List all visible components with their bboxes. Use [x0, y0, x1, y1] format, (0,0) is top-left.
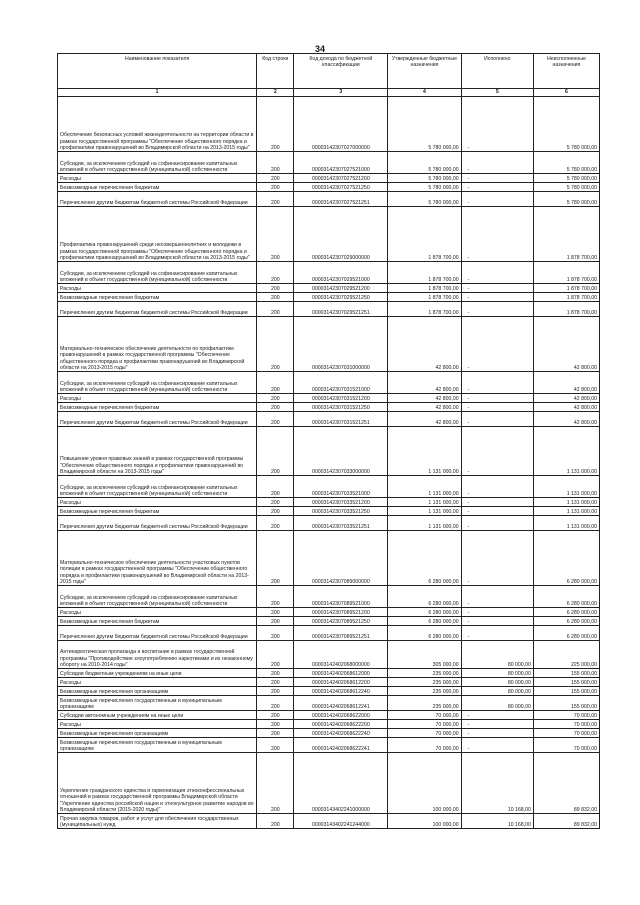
row-executed-amount: -	[461, 174, 533, 183]
column-number: 1	[58, 89, 257, 97]
row-remaining-amount: 1 878 700,00	[533, 302, 599, 317]
row-income-code: 00003142307089000000	[294, 531, 388, 586]
row-income-code: 00003142307089521000	[294, 586, 388, 608]
column-number: 6	[533, 89, 599, 97]
row-line-code: 200	[257, 641, 294, 669]
row-remaining-amount: 1 131 000,00	[533, 498, 599, 507]
table-row	[58, 678, 600, 687]
row-indicator-name: Расходы	[58, 608, 257, 617]
row-line-code: 200	[257, 720, 294, 729]
row-approved-amount: 235 000,00	[388, 696, 461, 711]
row-remaining-amount: 5 780 000,00	[533, 97, 599, 152]
header-executed: Исполнено	[461, 54, 533, 89]
row-approved-amount: 70 000,00	[388, 729, 461, 738]
row-indicator-name: Безвозмездные перечисления бюджетам	[58, 617, 257, 626]
row-line-code: 200	[257, 412, 294, 427]
row-income-code: 00003142402068622241	[294, 738, 388, 753]
row-line-code: 200	[257, 729, 294, 738]
row-remaining-amount: 5 780 000,00	[533, 192, 599, 207]
row-line-code: 200	[257, 372, 294, 394]
row-indicator-name: Расходы	[58, 394, 257, 403]
table-row	[58, 97, 600, 152]
table-row	[58, 412, 600, 427]
column-number: 5	[461, 89, 533, 97]
row-executed-amount: -	[461, 394, 533, 403]
row-indicator-name: Обеспечение безопасных условий жизнедеятельности на территории области в рамках государственной программы "Обеспечение общественного порядка и профилактики правонарушений во Владимирской области на 2013-2015 годы"	[58, 97, 257, 152]
page-number: 34	[314, 44, 325, 54]
row-executed-amount: -	[461, 516, 533, 531]
row-approved-amount: 42 800,00	[388, 394, 461, 403]
row-approved-amount: 1 131 000,00	[388, 516, 461, 531]
row-executed-amount: -	[461, 427, 533, 476]
table-row	[58, 608, 600, 617]
row-income-code: 00003143402241000000	[294, 753, 388, 814]
row-income-code: 00003142307029000000	[294, 207, 388, 262]
table-row	[58, 394, 600, 403]
row-line-code: 200	[257, 531, 294, 586]
row-income-code: 00003142307027521251	[294, 192, 388, 207]
row-indicator-name: Безвозмездные перечисления организациям	[58, 729, 257, 738]
column-number-row	[58, 89, 600, 97]
row-income-code: 00003142402068612240	[294, 687, 388, 696]
row-approved-amount: 6 280 000,00	[388, 608, 461, 617]
row-remaining-amount: 6 280 000,00	[533, 608, 599, 617]
table-row	[58, 152, 600, 174]
row-approved-amount: 5 780 000,00	[388, 97, 461, 152]
row-remaining-amount: 70 000,00	[533, 729, 599, 738]
row-approved-amount: 1 131 000,00	[388, 507, 461, 516]
table-row	[58, 641, 600, 669]
row-indicator-name: Прочая закупка товаров, работ и услуг для обеспечения государственных (муниципальных) нужд	[58, 814, 257, 829]
row-executed-amount: 80 000,00	[461, 669, 533, 678]
table-row	[58, 516, 600, 531]
row-executed-amount: -	[461, 97, 533, 152]
row-approved-amount: 5 780 000,00	[388, 152, 461, 174]
row-line-code: 200	[257, 586, 294, 608]
row-executed-amount: 80 000,00	[461, 641, 533, 669]
row-income-code: 00003142402068622240	[294, 729, 388, 738]
row-income-code: 00003142307027000000	[294, 97, 388, 152]
table-row	[58, 531, 600, 586]
row-line-code: 200	[257, 738, 294, 753]
row-indicator-name: Безвозмездные перечисления организациям	[58, 687, 257, 696]
row-remaining-amount: 155 000,00	[533, 687, 599, 696]
row-remaining-amount: 70 000,00	[533, 738, 599, 753]
row-indicator-name: Расходы	[58, 498, 257, 507]
row-line-code: 200	[257, 608, 294, 617]
table-row	[58, 174, 600, 183]
row-remaining-amount: 1 131 000,00	[533, 427, 599, 476]
row-remaining-amount: 5 780 000,00	[533, 183, 599, 192]
row-executed-amount: -	[461, 403, 533, 412]
row-approved-amount: 5 780 000,00	[388, 174, 461, 183]
row-line-code: 200	[257, 498, 294, 507]
row-income-code: 00003142402068612241	[294, 696, 388, 711]
row-executed-amount: -	[461, 608, 533, 617]
row-approved-amount: 1 131 000,00	[388, 498, 461, 507]
table-row	[58, 192, 600, 207]
table-row	[58, 617, 600, 626]
row-approved-amount: 100 000,00	[388, 753, 461, 814]
row-indicator-name: Субсидии автономным учреждениям на иные цели	[58, 711, 257, 720]
row-executed-amount: -	[461, 152, 533, 174]
row-executed-amount: -	[461, 711, 533, 720]
row-remaining-amount: 6 280 000,00	[533, 586, 599, 608]
row-executed-amount: -	[461, 372, 533, 394]
row-approved-amount: 305 000,00	[388, 641, 461, 669]
table-row	[58, 626, 600, 641]
row-income-code: 00003142307089521251	[294, 626, 388, 641]
row-approved-amount: 235 000,00	[388, 678, 461, 687]
row-income-code: 00003142307031521000	[294, 372, 388, 394]
row-line-code: 200	[257, 687, 294, 696]
row-income-code: 00003142307029521000	[294, 262, 388, 284]
row-indicator-name: Расходы	[58, 174, 257, 183]
row-indicator-name: Повышение уровня правовых знаний в рамках государственной программы "Обеспечение общественного порядка и профилактики правонарушений во Владимирской области на 2013-2015 годы"	[58, 427, 257, 476]
row-executed-amount: -	[461, 293, 533, 302]
row-line-code: 200	[257, 753, 294, 814]
row-line-code: 200	[257, 626, 294, 641]
row-indicator-name: Перечисления другим бюджетам бюджетной системы Российской Федерации	[58, 626, 257, 641]
row-indicator-name: Расходы	[58, 678, 257, 687]
row-line-code: 200	[257, 678, 294, 687]
table-row	[58, 293, 600, 302]
row-indicator-name: Антинаркотическая пропаганда и воспитание в рамках государственной программы "Противодействие злоупотреблению наркотиками и их незаконному обороту на 2010-2014 годы"	[58, 641, 257, 669]
row-remaining-amount: 70 000,00	[533, 711, 599, 720]
row-indicator-name: Расходы	[58, 720, 257, 729]
row-approved-amount: 235 000,00	[388, 669, 461, 678]
row-approved-amount: 5 780 000,00	[388, 192, 461, 207]
row-executed-amount: -	[461, 507, 533, 516]
row-income-code: 00003142307033521200	[294, 498, 388, 507]
row-approved-amount: 1 878 700,00	[388, 284, 461, 293]
row-indicator-name: Субсидии, за исключением субсидий на софинансирование капитальных вложений в объект государственной (муниципальной) собственности	[58, 152, 257, 174]
row-line-code: 200	[257, 394, 294, 403]
header-approved: Утвержденные бюджетные назначения	[388, 54, 461, 89]
row-executed-amount: -	[461, 302, 533, 317]
row-executed-amount: -	[461, 284, 533, 293]
row-executed-amount: -	[461, 498, 533, 507]
row-indicator-name: Безвозмездные перечисления бюджетам	[58, 507, 257, 516]
header-remaining: Неисполненные назначения	[533, 54, 599, 89]
row-line-code: 200	[257, 293, 294, 302]
header-line-code: Код строки	[257, 54, 294, 89]
row-remaining-amount: 155 000,00	[533, 669, 599, 678]
row-indicator-name: Перечисления другим бюджетам бюджетной системы Российской Федерации	[58, 516, 257, 531]
table-row	[58, 720, 600, 729]
table-row	[58, 207, 600, 262]
row-income-code: 00003142307031521251	[294, 412, 388, 427]
row-approved-amount: 42 800,00	[388, 372, 461, 394]
header-indicator-name: Наименование показателя	[58, 54, 257, 89]
row-indicator-name: Безвозмездные перечисления государственным и муниципальным организациям	[58, 696, 257, 711]
row-indicator-name: Перечисления другим бюджетам бюджетной системы Российской Федерации	[58, 412, 257, 427]
row-executed-amount: -	[461, 626, 533, 641]
row-remaining-amount: 6 280 000,00	[533, 531, 599, 586]
table-row	[58, 507, 600, 516]
table-row	[58, 262, 600, 284]
row-income-code: 00003142402068622200	[294, 720, 388, 729]
row-income-code: 00003143402241244000	[294, 814, 388, 829]
row-income-code: 00003142307027521200	[294, 174, 388, 183]
row-indicator-name: Субсидии, за исключением субсидий на софинансирование капитальных вложений в объект государственной (муниципальной) собственности	[58, 476, 257, 498]
row-approved-amount: 1 131 000,00	[388, 427, 461, 476]
table-row	[58, 284, 600, 293]
row-income-code: 00003142402068612200	[294, 678, 388, 687]
table-row	[58, 687, 600, 696]
row-indicator-name: Субсидии, за исключением субсидий на софинансирование капитальных вложений в объект государственной (муниципальной) собственности	[58, 586, 257, 608]
row-line-code: 200	[257, 317, 294, 372]
row-remaining-amount: 89 832,00	[533, 753, 599, 814]
table-header-row	[58, 54, 600, 89]
row-executed-amount: -	[461, 192, 533, 207]
row-executed-amount: -	[461, 317, 533, 372]
row-approved-amount: 70 000,00	[388, 738, 461, 753]
row-line-code: 200	[257, 617, 294, 626]
table-row	[58, 669, 600, 678]
row-income-code: 00003142307029521250	[294, 293, 388, 302]
row-line-code: 200	[257, 262, 294, 284]
table-row	[58, 498, 600, 507]
row-income-code: 00003142307029521200	[294, 284, 388, 293]
row-executed-amount: 80 000,00	[461, 687, 533, 696]
row-line-code: 200	[257, 516, 294, 531]
row-indicator-name: Профилактика правонарушений среди несовершеннолетних и молодежи в рамках государственной программы "Обеспечение общественного порядка и профилактики правонарушений во Владимирской области на 2013-2015 годы"	[58, 207, 257, 262]
row-remaining-amount: 6 280 000,00	[533, 617, 599, 626]
row-income-code: 00003142402068612000	[294, 669, 388, 678]
row-indicator-name: Материально-техническое обеспечение деятельности участковых пунктов полиции в рамках государственной программы "Обеспечение общественного порядка и профилактики правонарушений во Владимирской области на 2013-2015 годы"	[58, 531, 257, 586]
table-row	[58, 302, 600, 317]
row-approved-amount: 42 800,00	[388, 317, 461, 372]
row-income-code: 00003142307031000000	[294, 317, 388, 372]
row-income-code: 00003142307033521251	[294, 516, 388, 531]
row-approved-amount: 235 000,00	[388, 687, 461, 696]
row-remaining-amount: 42 800,00	[533, 317, 599, 372]
row-line-code: 200	[257, 476, 294, 498]
table-row	[58, 814, 600, 829]
row-indicator-name: Безвозмездные перечисления бюджетам	[58, 183, 257, 192]
table-row	[58, 586, 600, 608]
row-line-code: 200	[257, 427, 294, 476]
row-approved-amount: 1 878 700,00	[388, 207, 461, 262]
row-remaining-amount: 155 000,00	[533, 678, 599, 687]
row-executed-amount: -	[461, 531, 533, 586]
row-remaining-amount: 6 280 000,00	[533, 626, 599, 641]
row-remaining-amount: 70 000,00	[533, 720, 599, 729]
row-indicator-name: Перечисления другим бюджетам бюджетной системы Российской Федерации	[58, 192, 257, 207]
row-indicator-name: Материально-техническое обеспечение деятельности по профилактике правонарушений в рамках государственной программы "Обеспечение общественного порядка и профилактики правонарушений во Владимирской области на 2013-2015 годы"	[58, 317, 257, 372]
table-row	[58, 738, 600, 753]
row-remaining-amount: 1 878 700,00	[533, 262, 599, 284]
row-line-code: 200	[257, 711, 294, 720]
table-row	[58, 403, 600, 412]
row-approved-amount: 100 000,00	[388, 814, 461, 829]
table-row	[58, 696, 600, 711]
row-line-code: 200	[257, 284, 294, 293]
row-executed-amount: -	[461, 207, 533, 262]
row-approved-amount: 1 878 700,00	[388, 293, 461, 302]
table-row	[58, 372, 600, 394]
row-remaining-amount: 42 800,00	[533, 403, 599, 412]
row-remaining-amount: 1 878 700,00	[533, 207, 599, 262]
row-line-code: 200	[257, 192, 294, 207]
row-remaining-amount: 1 878 700,00	[533, 284, 599, 293]
row-income-code: 00003142307029521251	[294, 302, 388, 317]
row-indicator-name: Субсидии, за исключением субсидий на софинансирование капитальных вложений в объект государственной (муниципальной) собственности	[58, 372, 257, 394]
row-remaining-amount: 1 131 000,00	[533, 507, 599, 516]
row-line-code: 200	[257, 97, 294, 152]
row-indicator-name: Субсидии бюджетным учреждениям на иные цели	[58, 669, 257, 678]
row-line-code: 200	[257, 174, 294, 183]
row-income-code: 00003142307089521250	[294, 617, 388, 626]
row-line-code: 200	[257, 669, 294, 678]
row-line-code: 200	[257, 183, 294, 192]
row-income-code: 00003142402068622000	[294, 711, 388, 720]
row-executed-amount: -	[461, 738, 533, 753]
row-indicator-name: Перечисления другим бюджетам бюджетной системы Российской Федерации	[58, 302, 257, 317]
table-row	[58, 476, 600, 498]
row-approved-amount: 1 131 000,00	[388, 476, 461, 498]
table-row	[58, 317, 600, 372]
row-income-code: 00003142307031521200	[294, 394, 388, 403]
row-line-code: 200	[257, 152, 294, 174]
row-indicator-name: Безвозмездные перечисления государственным и муниципальным организациям	[58, 738, 257, 753]
row-approved-amount: 6 280 000,00	[388, 586, 461, 608]
row-income-code: 00003142307033521250	[294, 507, 388, 516]
column-number: 4	[388, 89, 461, 97]
row-executed-amount: -	[461, 720, 533, 729]
row-income-code: 00003142307027521000	[294, 152, 388, 174]
row-approved-amount: 70 000,00	[388, 711, 461, 720]
row-approved-amount: 42 800,00	[388, 403, 461, 412]
row-approved-amount: 42 800,00	[388, 412, 461, 427]
row-approved-amount: 70 000,00	[388, 720, 461, 729]
row-executed-amount: -	[461, 183, 533, 192]
row-executed-amount: 80 000,00	[461, 678, 533, 687]
column-number: 2	[257, 89, 294, 97]
row-remaining-amount: 42 800,00	[533, 412, 599, 427]
row-income-code: 00003142307089521200	[294, 608, 388, 617]
row-executed-amount: -	[461, 617, 533, 626]
row-approved-amount: 1 878 700,00	[388, 302, 461, 317]
table-row	[58, 711, 600, 720]
row-remaining-amount: 42 800,00	[533, 372, 599, 394]
row-remaining-amount: 5 780 000,00	[533, 152, 599, 174]
row-approved-amount: 1 878 700,00	[388, 262, 461, 284]
table-row	[58, 427, 600, 476]
row-income-code: 00003142307033000000	[294, 427, 388, 476]
row-executed-amount: -	[461, 476, 533, 498]
budget-execution-table	[57, 53, 600, 829]
row-approved-amount: 6 280 000,00	[388, 531, 461, 586]
row-remaining-amount: 5 780 000,00	[533, 174, 599, 183]
row-indicator-name: Субсидии, за исключением субсидий на софинансирование капитальных вложений в объект государственной (муниципальной) собственности	[58, 262, 257, 284]
row-remaining-amount: 225 000,00	[533, 641, 599, 669]
row-executed-amount: 80 000,00	[461, 696, 533, 711]
row-line-code: 200	[257, 302, 294, 317]
row-line-code: 200	[257, 814, 294, 829]
row-executed-amount: 10 168,00	[461, 753, 533, 814]
row-indicator-name: Укрепление гражданского единства и гармонизация этноконфессиональных отношений в рамках государственной программы Владимирской области "Укрепление единства российской нации и этнокультурное развитие народов во Владимирской области (2015-2020 годы)"	[58, 753, 257, 814]
row-remaining-amount: 1 131 000,00	[533, 476, 599, 498]
row-executed-amount: -	[461, 262, 533, 284]
row-remaining-amount: 89 832,00	[533, 814, 599, 829]
row-approved-amount: 5 780 000,00	[388, 183, 461, 192]
row-executed-amount: -	[461, 729, 533, 738]
row-line-code: 200	[257, 403, 294, 412]
row-income-code: 00003142307031521250	[294, 403, 388, 412]
row-income-code: 00003142307027521250	[294, 183, 388, 192]
table-row	[58, 183, 600, 192]
row-line-code: 200	[257, 507, 294, 516]
row-line-code: 200	[257, 696, 294, 711]
row-executed-amount: -	[461, 412, 533, 427]
header-income-code: Код дохода по бюджетной классификации	[294, 54, 388, 89]
row-income-code: 00003142307033521000	[294, 476, 388, 498]
column-number: 3	[294, 89, 388, 97]
row-executed-amount: 10 168,00	[461, 814, 533, 829]
row-indicator-name: Безвозмездные перечисления бюджетам	[58, 293, 257, 302]
row-remaining-amount: 155 000,00	[533, 696, 599, 711]
row-remaining-amount: 42 800,00	[533, 394, 599, 403]
row-line-code: 200	[257, 207, 294, 262]
row-income-code: 00003142402068000000	[294, 641, 388, 669]
row-approved-amount: 6 280 000,00	[388, 617, 461, 626]
row-indicator-name: Расходы	[58, 284, 257, 293]
table-row	[58, 729, 600, 738]
row-remaining-amount: 1 878 700,00	[533, 293, 599, 302]
table-row	[58, 753, 600, 814]
row-approved-amount: 6 280 000,00	[388, 626, 461, 641]
row-remaining-amount: 1 131 000,00	[533, 516, 599, 531]
row-indicator-name: Безвозмездные перечисления бюджетам	[58, 403, 257, 412]
row-executed-amount: -	[461, 586, 533, 608]
